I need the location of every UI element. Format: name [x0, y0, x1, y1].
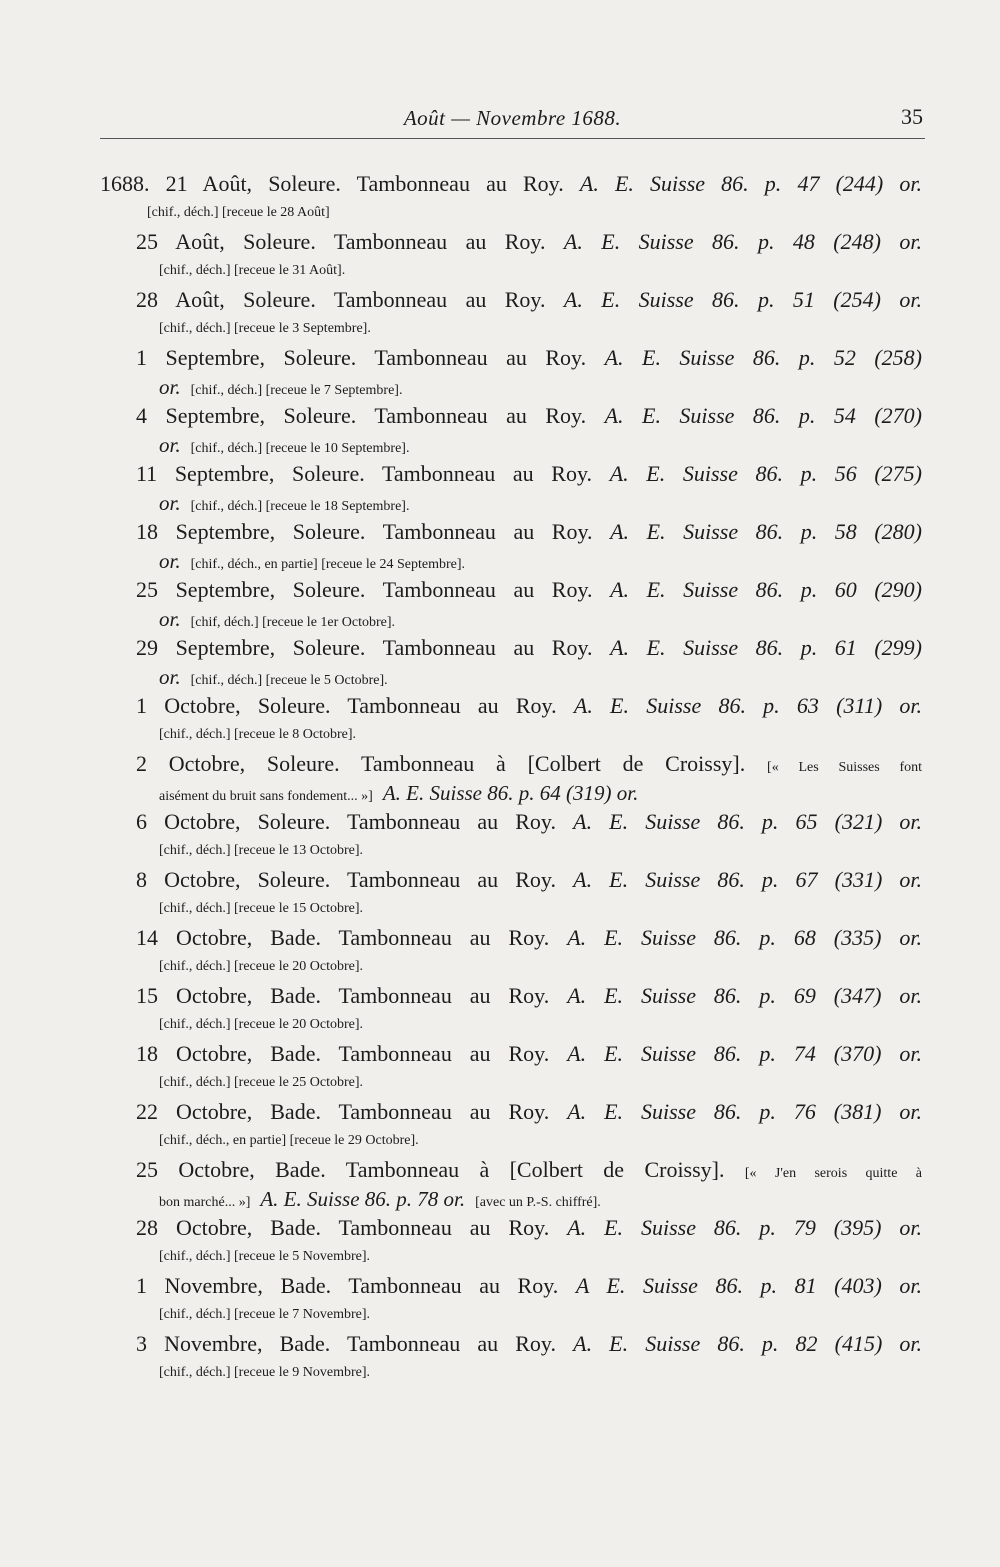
entry-note: [chif., déch.] [receue le 5 Novembre]. — [159, 1249, 371, 1264]
list-item — [100, 1270, 922, 1328]
entry-note: [chif., déch.] [receue le 31 Août]. — [159, 263, 346, 278]
entry-text: 1 Octobre, Soleure. Tambonneau au Roy. — [136, 693, 557, 718]
entry-reference: A. E. Suisse 86. p. 82 (415) or. — [573, 1331, 923, 1356]
entry-text: 1688. 21 Août, Soleure. Tambonneau au Roy. — [100, 171, 564, 196]
entry-heading — [100, 284, 922, 316]
page-title: Août — Novembre 1688. — [403, 106, 622, 130]
list-item — [100, 1328, 922, 1386]
entry-heading — [100, 516, 922, 548]
entry-text: 4 Septembre, Soleure. Tambonneau au Roy. — [136, 403, 587, 428]
entry-heading — [100, 806, 922, 838]
entry-note: [avec un P.-S. chiffré]. — [475, 1195, 601, 1210]
entry-text: 8 Octobre, Soleure. Tambonneau au Roy. — [136, 867, 557, 892]
entry-heading — [100, 864, 922, 896]
entry-text: 2 Octobre, Soleure. Tambonneau à [Colbert de Croissy]. — [136, 751, 746, 776]
entry-reference: [« J'en serois quitte à — [744, 1166, 922, 1181]
entry-reference: A. E. Suisse 86. p. 58 (280) — [610, 519, 922, 544]
entry-note-line — [100, 780, 922, 806]
entry-note-line — [100, 1128, 922, 1154]
entry-note-line — [100, 374, 922, 400]
entry-text: 25 Août, Soleure. Tambonneau au Roy. — [136, 229, 546, 254]
entry-heading — [100, 400, 922, 432]
list-item — [100, 922, 922, 980]
entry-heading — [100, 1212, 922, 1244]
entry-heading — [100, 922, 922, 954]
entry-note-line — [100, 490, 922, 516]
entry-text: 1 Novembre, Bade. Tambonneau au Roy. — [136, 1273, 559, 1298]
list-item — [100, 690, 922, 748]
entry-heading — [100, 980, 922, 1012]
entry-lead: or. — [159, 491, 181, 515]
entry-note-line — [100, 1302, 922, 1328]
entry-note: [chif., déch.] [receue le 7 Novembre]. — [159, 1307, 371, 1322]
list-item — [100, 226, 922, 284]
entry-reference: A. E. Suisse 86. p. 47 (244) or. — [579, 171, 922, 196]
entry-note-line — [100, 200, 922, 226]
entry-note-line — [100, 722, 922, 748]
list-item — [100, 980, 922, 1038]
entry-note-line — [100, 432, 922, 458]
list-item — [100, 458, 922, 516]
entry-reference: A. E. Suisse 86. p. 68 (335) or. — [567, 925, 922, 950]
entry-note: [chif., déch.] [receue le 10 Septembre]. — [190, 441, 410, 456]
entry-heading — [100, 168, 922, 200]
entry-heading — [100, 458, 922, 490]
entry-note-line — [100, 1186, 922, 1212]
entry-note: [chif., déch., en partie] [receue le 29 Octobre]. — [159, 1133, 419, 1148]
list-item — [100, 632, 922, 690]
entry-note: [chif., déch.] [receue le 13 Octobre]. — [159, 843, 364, 858]
entry-reference: A. E. Suisse 86. p. 63 (311) or. — [573, 693, 923, 718]
entry-list — [100, 168, 922, 1386]
entry-note-line — [100, 954, 922, 980]
entry-note-line — [100, 1360, 922, 1386]
entry-text: 22 Octobre, Bade. Tambonneau au Roy. — [136, 1099, 550, 1124]
entry-note: [chif., déch.] [receue le 28 Août] — [147, 205, 330, 220]
entry-text: 28 Août, Soleure. Tambonneau au Roy. — [136, 287, 546, 312]
list-item — [100, 806, 922, 864]
entry-text: 28 Octobre, Bade. Tambonneau au Roy. — [136, 1215, 550, 1240]
entry-lead: or. — [159, 375, 181, 399]
entry-note-line — [100, 1012, 922, 1038]
entry-reference: A. E. Suisse 86. p. 79 (395) or. — [567, 1215, 922, 1240]
entry-text: 6 Octobre, Soleure. Tambonneau au Roy. — [136, 809, 557, 834]
entry-reference: A. E. Suisse 86. p. 65 (321) or. — [573, 809, 923, 834]
entry-heading — [100, 1270, 922, 1302]
entry-note: [chif., déch.] [receue le 20 Octobre]. — [159, 959, 364, 974]
entry-note-line — [100, 1244, 922, 1270]
entry-reference: [« Les Suisses font — [767, 760, 922, 775]
entry-text: 25 Septembre, Soleure. Tambonneau au Roy. — [136, 577, 593, 602]
entry-lead: aisément du bruit sans fondement... »] — [159, 789, 373, 804]
entry-note: [chif, déch.] [receue le 1er Octobre]. — [190, 615, 396, 630]
entry-heading — [100, 748, 922, 780]
entry-text: 25 Octobre, Bade. Tambonneau à [Colbert de Croissy]. — [136, 1157, 725, 1182]
list-item — [100, 1096, 922, 1154]
entry-note: [chif., déch.] [receue le 3 Septembre]. — [159, 321, 371, 336]
entry-text: 15 Octobre, Bade. Tambonneau au Roy. — [136, 983, 550, 1008]
list-item — [100, 574, 922, 632]
entry-text: 18 Septembre, Soleure. Tambonneau au Roy. — [136, 519, 593, 544]
entry-reference: A. E. Suisse 86. p. 54 (270) — [604, 403, 922, 428]
entry-reference: A. E. Suisse 86. p. 74 (370) or. — [567, 1041, 922, 1066]
entry-note: [chif., déch.] [receue le 8 Octobre]. — [159, 727, 357, 742]
entry-reference: A. E. Suisse 86. p. 48 (248) or. — [563, 229, 922, 254]
list-item — [100, 168, 922, 226]
entry-lead: or. — [159, 607, 181, 631]
list-item — [100, 864, 922, 922]
entry-note: [chif., déch., en partie] [receue le 24 Septembre]. — [190, 557, 466, 572]
entry-note: [chif., déch.] [receue le 18 Septembre]. — [190, 499, 410, 514]
entry-lead: or. — [159, 665, 181, 689]
entry-subreference: A. E. Suisse 86. p. 64 (319) or. — [382, 781, 639, 805]
entry-note: [chif., déch.] [receue le 9 Novembre]. — [159, 1365, 371, 1380]
list-item — [100, 342, 922, 400]
entry-note-line — [100, 258, 922, 284]
entry-text: 3 Novembre, Bade. Tambonneau au Roy. — [136, 1331, 557, 1356]
entry-reference: A. E. Suisse 86. p. 76 (381) or. — [567, 1099, 922, 1124]
entry-heading — [100, 226, 922, 258]
entry-reference: A. E. Suisse 86. p. 56 (275) — [609, 461, 923, 486]
entry-text: 14 Octobre, Bade. Tambonneau au Roy. — [136, 925, 550, 950]
entry-reference: A. E. Suisse 86. p. 52 (258) — [604, 345, 922, 370]
list-item — [100, 1154, 922, 1212]
entry-lead: bon marché... »] — [159, 1195, 251, 1210]
entry-heading — [100, 574, 922, 606]
entry-reference: A. E. Suisse 86. p. 69 (347) or. — [567, 983, 922, 1008]
entry-heading — [100, 1038, 922, 1070]
entry-lead: or. — [159, 433, 181, 457]
list-item — [100, 1212, 922, 1270]
running-head — [100, 104, 925, 139]
entry-heading — [100, 1154, 922, 1186]
entry-reference: A E. Suisse 86. p. 81 (403) or. — [575, 1273, 923, 1298]
entry-reference: A. E. Suisse 86. p. 67 (331) or. — [573, 867, 923, 892]
entry-note-line — [100, 838, 922, 864]
list-item — [100, 516, 922, 574]
entry-note-line — [100, 896, 922, 922]
entry-note: [chif., déch.] [receue le 20 Octobre]. — [159, 1017, 364, 1032]
entry-note-line — [100, 606, 922, 632]
entry-heading — [100, 632, 922, 664]
entry-note: [chif., déch.] [receue le 25 Octobre]. — [159, 1075, 364, 1090]
entry-note: [chif., déch.] [receue le 7 Septembre]. — [190, 383, 403, 398]
entry-reference: A. E. Suisse 86. p. 51 (254) or. — [563, 287, 922, 312]
entry-text: 29 Septembre, Soleure. Tambonneau au Roy. — [136, 635, 593, 660]
entry-subreference: A. E. Suisse 86. p. 78 or. — [260, 1187, 466, 1211]
entry-text: 1 Septembre, Soleure. Tambonneau au Roy. — [136, 345, 587, 370]
entry-heading — [100, 342, 922, 374]
entry-heading — [100, 1096, 922, 1128]
entry-note: [chif., déch.] [receue le 5 Octobre]. — [190, 673, 388, 688]
list-item — [100, 748, 922, 806]
entry-note-line — [100, 664, 922, 690]
entry-note-line — [100, 548, 922, 574]
page-number: 35 — [901, 104, 923, 129]
entry-reference: A. E. Suisse 86. p. 60 (290) — [610, 577, 922, 602]
list-item — [100, 1038, 922, 1096]
entry-reference: A. E. Suisse 86. p. 61 (299) — [610, 635, 922, 660]
entry-heading — [100, 1328, 922, 1360]
entry-note-line — [100, 316, 922, 342]
entry-heading — [100, 690, 922, 722]
entry-text: 11 Septembre, Soleure. Tambonneau au Roy. — [136, 461, 593, 486]
entry-note-line — [100, 1070, 922, 1096]
entry-note: [chif., déch.] [receue le 15 Octobre]. — [159, 901, 364, 916]
list-item — [100, 284, 922, 342]
entry-lead: or. — [159, 549, 181, 573]
entry-text: 18 Octobre, Bade. Tambonneau au Roy. — [136, 1041, 550, 1066]
list-item — [100, 400, 922, 458]
